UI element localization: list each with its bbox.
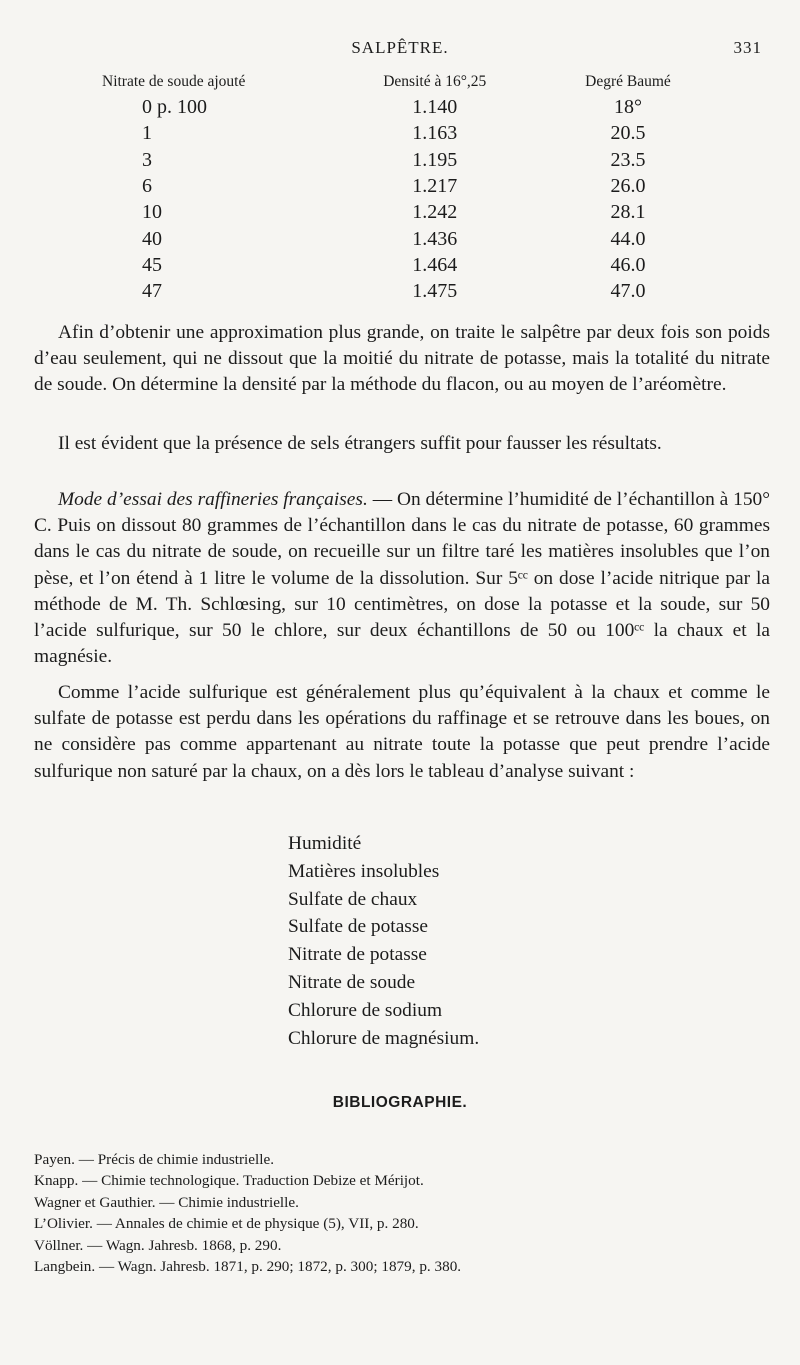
table-cell: 1.475 xyxy=(412,280,458,303)
table-cell: 47 xyxy=(142,280,162,303)
table-cell: 23.5 xyxy=(610,148,646,171)
table-row xyxy=(90,278,720,304)
paragraph-foreign-salts xyxy=(34,431,770,457)
paragraph-approximation xyxy=(34,320,770,399)
table-cell: 1 xyxy=(142,122,152,145)
paragraph-text: Il est évident que la présence de sels étrangers suffit pour fausser les résultats. xyxy=(58,433,662,454)
column-header: Degré Baumé xyxy=(585,73,671,90)
column-header: Nitrate de soude ajouté xyxy=(102,73,246,90)
table-cell: 20.5 xyxy=(610,122,646,145)
list-item: Nitrate de soude xyxy=(288,971,416,993)
table-cell: 1.464 xyxy=(412,253,458,276)
table-row xyxy=(90,252,720,278)
page-number: 331 xyxy=(733,38,762,57)
paragraph-body: — On détermine l’humidité de l’échantillon à 150° C. Puis on dissout 80 grammes de l’échantillon dans le cas du nitrate de potasse, 60 grammes dans le cas du nitrate de soude, on recueille sur un filtre taré les matières insolubles que l’on pèse, et l’on étend à 1 litre le volume de la dissolution. Sur 5ᶜᶜ on dose l’acide nitrique par la méthode de M. Th. Schlœsing, sur 10 centimètres, on dose la potasse et la soude, sur 50 l’acide sulfurique, sur 50 le chlore, sur deux échantillons de 50 ou 100ᶜᶜ la chaux et la magnésie. xyxy=(34,489,770,668)
reference-item: L’Olivier. — Annales de chimie et de physique (5), VII, p. 280. xyxy=(34,1215,419,1233)
table-cell: 44.0 xyxy=(610,227,646,250)
table-row xyxy=(90,94,720,120)
table-cell: 6 xyxy=(142,175,152,198)
paragraph-text: Comme l’acide sulfurique est généralement plus qu’équivalent à la chaux et comme le sulfate de potasse est perdu dans les opérations du raffinage et se retrouve dans les boues, on ne considère pas comme appartenant au nitrate toute la potasse que peut prendre l’acide sulfurique non saturé par la chaux, on a dès lors le tableau d’analyse suivant : xyxy=(34,682,770,782)
table-cell: 1.195 xyxy=(412,148,458,171)
table-cell: 1.140 xyxy=(412,96,458,119)
table-cell: 26.0 xyxy=(610,175,646,198)
table-cell: 1.242 xyxy=(412,201,458,224)
paragraph-sulfuric-acid xyxy=(34,680,770,785)
table-cell: 28.1 xyxy=(610,201,646,224)
reference-item: Wagner et Gauthier. — Chimie industrielle. xyxy=(34,1193,299,1211)
reference-item: Payen. — Précis de chimie industrielle. xyxy=(34,1151,274,1168)
table-cell: 0 p. 100 xyxy=(142,96,207,119)
list-item: Sulfate de potasse xyxy=(288,916,429,938)
table-cell: 46.0 xyxy=(610,253,646,276)
table-row xyxy=(90,120,720,146)
table-cell: 10 xyxy=(142,201,162,224)
list-item: Humidité xyxy=(288,833,362,854)
table-row xyxy=(90,173,720,199)
bibliography-heading: BIBLIOGRAPHIE. xyxy=(332,1094,468,1111)
analysis-table-list xyxy=(288,830,479,1052)
column-header: Densité à 16°,25 xyxy=(383,73,487,90)
table-cell: 1.163 xyxy=(412,122,458,145)
paragraph-text: Afin d’obtenir une approximation plus grande, on traite le salpêtre par deux fois son poids d’eau seulement, qui ne dissout que la moitié du nitrate de potasse, mais la totalité du nitrate de soude. On détermine la densité par la méthode du flacon, ou au moyen de l’aréomètre. xyxy=(34,322,770,396)
table-cell: 47.0 xyxy=(610,280,646,303)
table-row xyxy=(90,225,720,251)
list-item: Matières insolubles xyxy=(288,860,440,882)
table-row xyxy=(90,199,720,225)
section-heading: Mode d’essai des raffineries françaises. xyxy=(58,489,368,510)
table-cell: 3 xyxy=(142,148,152,171)
table-cell: 1.436 xyxy=(412,227,458,250)
table-cell: 40 xyxy=(142,227,162,250)
list-item: Chlorure de magnésium. xyxy=(288,1027,480,1049)
table-cell: 1.217 xyxy=(412,175,458,198)
table-header-row xyxy=(90,72,720,94)
list-item: Chlorure de sodium xyxy=(288,999,443,1021)
reference-item: Langbein. — Wagn. Jahresb. 1871, p. 290; 1872, p. 300; 1879, p. 380. xyxy=(34,1258,462,1276)
density-table xyxy=(90,72,720,304)
running-head xyxy=(0,38,800,64)
running-title: SALPÊTRE. xyxy=(351,38,449,57)
table-cell: 18° xyxy=(613,96,642,119)
bibliography-list xyxy=(34,1149,461,1277)
reference-item: Knapp. — Chimie technologique. Traduction Debize et Mérijot. xyxy=(34,1172,424,1190)
table-cell: 45 xyxy=(142,253,162,276)
list-item: Nitrate de potasse xyxy=(288,944,427,966)
paragraph-text xyxy=(34,487,770,670)
paragraph-test-method xyxy=(34,487,770,670)
table-row xyxy=(90,147,720,173)
list-item: Sulfate de chaux xyxy=(288,888,418,910)
reference-item: Völlner. — Wagn. Jahresb. 1868, p. 290. xyxy=(34,1236,282,1254)
